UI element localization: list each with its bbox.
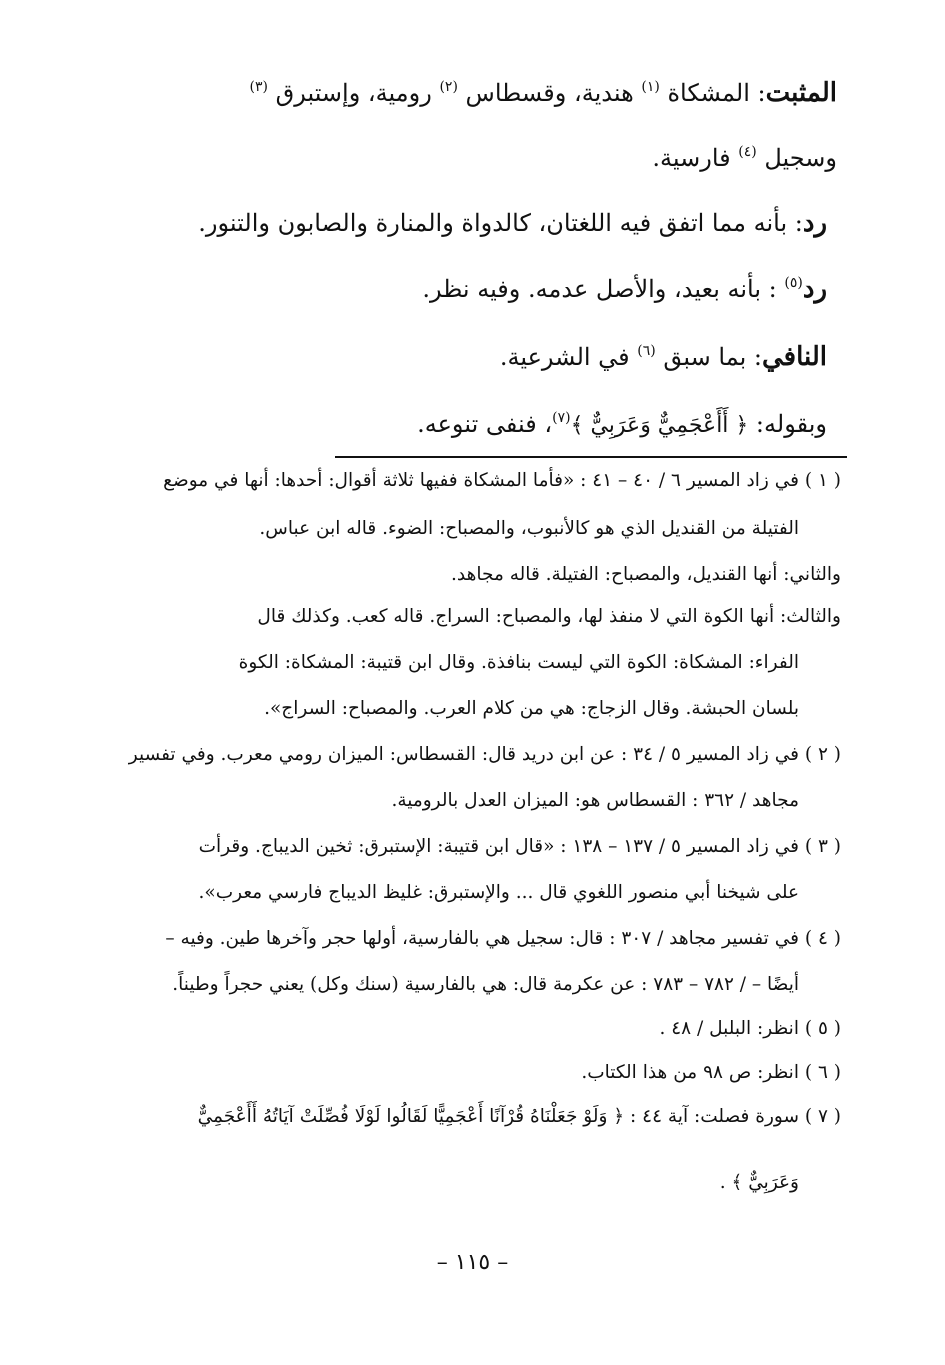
main-text: ، فنفى تنوعه. [417, 410, 553, 438]
keyword-muthbit: المثبت [765, 78, 837, 108]
footnote-line: ( ٧ ) سورة فصلت: آية ٤٤ : ﴿ وَلَوْ جَعَلْنَاهُ قُرْآنًا أَعْجَمِيًّا لَقَالُوا لَوْلَا فُصِّلَتْ آيَاتُهُ أَأَعْجَمِيٌّ [197, 1106, 841, 1127]
main-text: رومية، وإستبرق [267, 79, 440, 107]
footnote-ref[interactable]: (٤) [738, 144, 757, 160]
main-text: فارسية. [652, 144, 739, 172]
footnote-line: ( ٦ ) انظر: ص ٩٨ من هذا الكتاب. [581, 1062, 841, 1083]
footnote-line: ( ٢ ) في زاد المسير ٥ / ٣٤ : عن ابن دريد قال: القسطاس: الميزان رومي معرب. وفي تفسير [128, 744, 841, 765]
keyword-nafi: النافي [761, 342, 827, 372]
keyword-radd: رد [802, 208, 827, 238]
main-text: وبقوله: [748, 410, 827, 438]
footnote-line: والثاني: أنها القنديل، والمصباح: الفتيلة. قاله مجاهد. [451, 564, 841, 585]
footnote-line: ( ١ ) في زاد المسير ٦ / ٤٠ – ٤١ : «فأما المشكاة ففيها ثلاثة أقوال: أحدها: أنها في موضع [163, 470, 841, 491]
main-text: : بأنه مما اتفق فيه اللغتان، كالدواة والمنارة والصابون والتنور. [198, 209, 803, 237]
main-line-5 [100, 342, 827, 372]
footnote-line: وَعَرَبِيٌّ ﴾ . [719, 1172, 799, 1193]
footnote-separator [335, 456, 847, 458]
main-text: : بما سبق [655, 343, 762, 371]
page-number: – ١١٥ – [436, 1250, 509, 1275]
footnote-line: أيضًا – / ٧٨٢ – ٧٨٣ : عن عكرمة قال: هي بالفارسية (سنك وكل) يعني حجراً وطيناً. [172, 974, 799, 995]
footnote-line: ( ٤ ) في تفسير مجاهد / ٣٠٧ : قال: سجيل هي بالفارسية، أولها حجر وآخرها طين. وفيه – [165, 928, 841, 949]
main-text: وسجيل [756, 144, 837, 172]
footnote-line: مجاهد / ٣٦٢ : القسطاس هو: الميزان العدل بالرومية. [391, 790, 799, 811]
main-line-1 [100, 78, 837, 108]
footnote-ref[interactable]: (٦) [637, 343, 656, 359]
main-line-2 [100, 144, 837, 172]
footnote-line: ( ٥ ) انظر: البلبل / ٤٨ . [659, 1018, 841, 1039]
footnote-ref[interactable]: (١) [641, 79, 660, 95]
page-number-value: ١١٥ [454, 1250, 491, 1275]
footnote-ref[interactable]: (٣) [249, 79, 268, 95]
footnote-line: الفراء: المشكاة: الكوة التي ليست بنافذة. وقال ابن قتيبة: المشكاة: الكوة [238, 652, 799, 673]
quran-verse: ﴿ أَأَعْجَمِيٌّ وَعَرَبِيٌّ ﴾ [570, 413, 749, 438]
main-text: : المشكاة [659, 79, 766, 107]
main-text: : بأنه بعيد، والأصل عدمه. وفيه نظر. [422, 275, 785, 303]
keyword-radd: رد [802, 274, 827, 304]
footnote-line: بلسان الحبشة. وقال الزجاج: هي من كلام العرب. والمصباح: السراج». [264, 698, 799, 719]
main-text: في الشرعية. [499, 343, 638, 371]
main-line-4 [100, 274, 827, 304]
footnote-line: والثالث: أنها الكوة التي لا منفذ لها، والمصباح: السراج. قاله كعب. وكذلك قال [257, 606, 841, 627]
footnote-ref[interactable]: (٥) [784, 275, 803, 291]
footnote-line: الفتيلة من القنديل الذي هو كالأنبوب، والمصباح: الضوء. قاله ابن عباس. [259, 518, 799, 539]
footnote-line: ( ٣ ) في زاد المسير ٥ / ١٣٧ – ١٣٨ : «قال ابن قتيبة: الإستبرق: ثخين الديباج. وقرأت [198, 836, 841, 857]
main-text: هندية، وقسطاس [457, 79, 642, 107]
footnote-ref[interactable]: (٧) [552, 410, 571, 426]
main-line-6 [100, 410, 827, 438]
main-line-3 [100, 208, 827, 238]
footnote-ref[interactable]: (٢) [439, 79, 458, 95]
footnote-line: على شيخنا أبي منصور اللغوي قال ... والإستبرق: غليظ الديباج فارسي معرب». [198, 882, 799, 903]
